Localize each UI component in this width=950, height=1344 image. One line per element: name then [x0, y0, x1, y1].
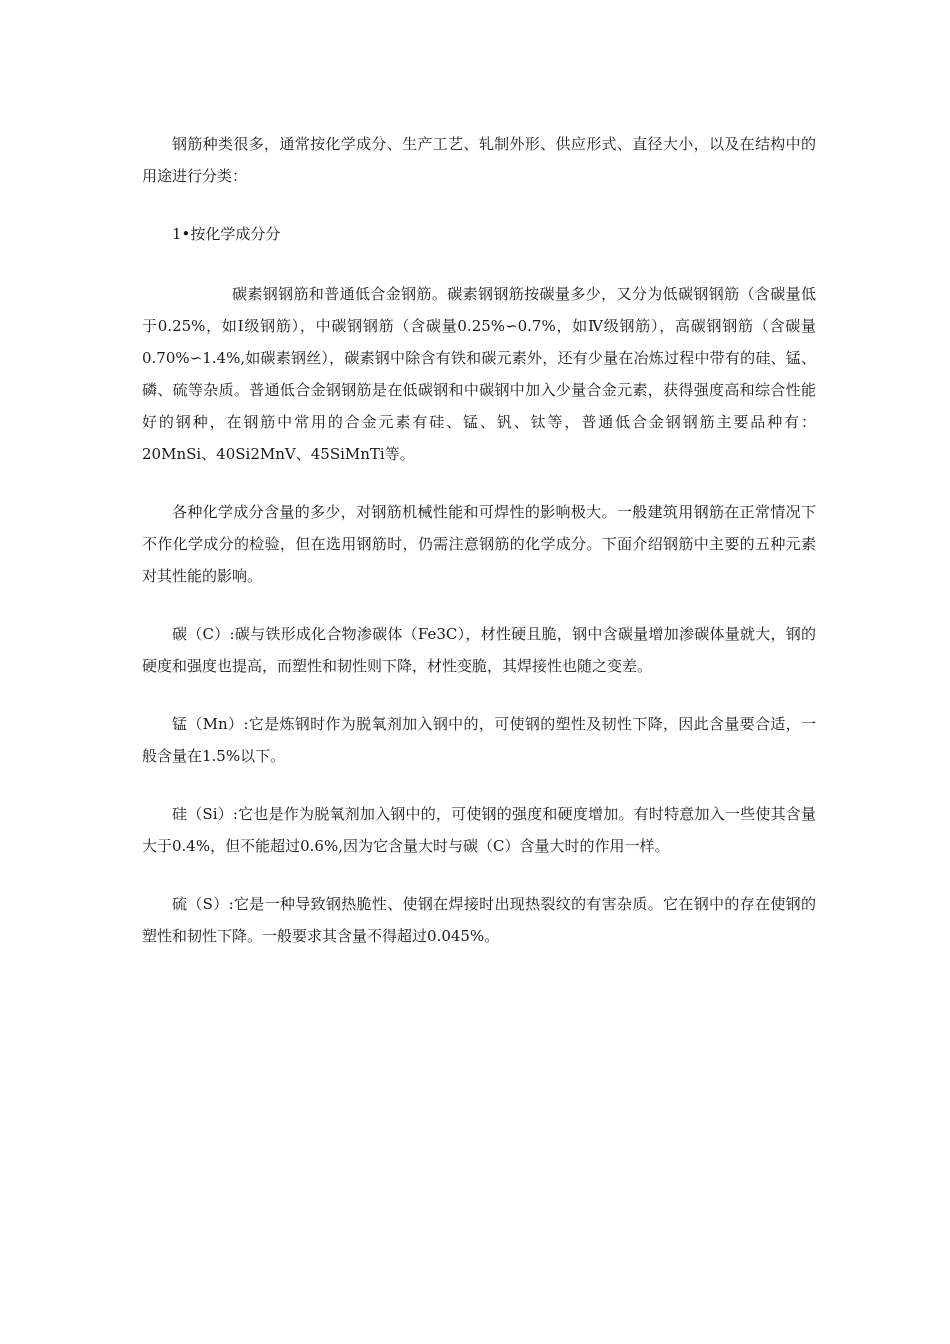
section-heading: 1•按化学成分分 [172, 225, 281, 243]
carbon-steel-paragraph: 碳素钢钢筋和普通低合金钢筋。碳素钢钢筋按碳量多少，又分为低碳钢钢筋（含碳量低于0.25%，如Ⅰ级钢筋），中碳钢钢筋（含碳量0.25%∽0.7%，如Ⅳ级钢筋），高碳钢钢筋（含碳量0.70%∽1.4%,如碳素钢丝），碳素钢中除含有铁和碳元素外，还有少量在冶炼过程中带有的硅、锰、磷、硫等杂质。普通低合金钢钢筋是在低碳钢和中碳钢中加入少量合金元素，获得强度高和综合性能好的钢种，在钢筋中常用的合金元素有硅、锰、钒、钛等，普通低合金钢钢筋主要品种有：20MnSi、40Si2MnV、45SiMnTi等。 [142, 285, 816, 463]
document-body [142, 128, 816, 952]
intro-paragraph: 钢筋种类很多，通常按化学成分、生产工艺、轧制外形、供应形式、直径大小，以及在结构中的用途进行分类： [142, 135, 816, 185]
carbon-paragraph: 碳（C）:碳与铁形成化合物渗碳体（Fe3C），材性硬且脆，钢中含碳量增加渗碳体量就大，钢的硬度和强度也提高，而塑性和韧性则下降，材性变脆，其焊接性也随之变差。 [142, 625, 816, 675]
manganese-paragraph: 锰（Mn）:它是炼钢时作为脱氧剂加入钢中的，可使钢的塑性及韧性下降，因此含量要合适，一般含量在1.5%以下。 [142, 715, 816, 765]
chemical-influence-paragraph: 各种化学成分含量的多少，对钢筋机械性能和可焊性的影响极大。一般建筑用钢筋在正常情况下不作化学成分的检验，但在选用钢筋时，仍需注意钢筋的化学成分。下面介绍钢筋中主要的五种元素对其性能的影响。 [142, 503, 816, 585]
silicon-paragraph: 硅（Si）:它也是作为脱氧剂加入钢中的，可使钢的强度和硬度增加。有时特意加入一些使其含量大于0.4%，但不能超过0.6%,因为它含量大时与碳（C）含量大时的作用一样。 [142, 805, 816, 855]
sulfur-paragraph: 硫（S）:它是一种导致钢热脆性、使钢在焊接时出现热裂纹的有害杂质。它在钢中的存在使钢的塑性和韧性下降。一般要求其含量不得超过0.045%。 [142, 895, 816, 945]
